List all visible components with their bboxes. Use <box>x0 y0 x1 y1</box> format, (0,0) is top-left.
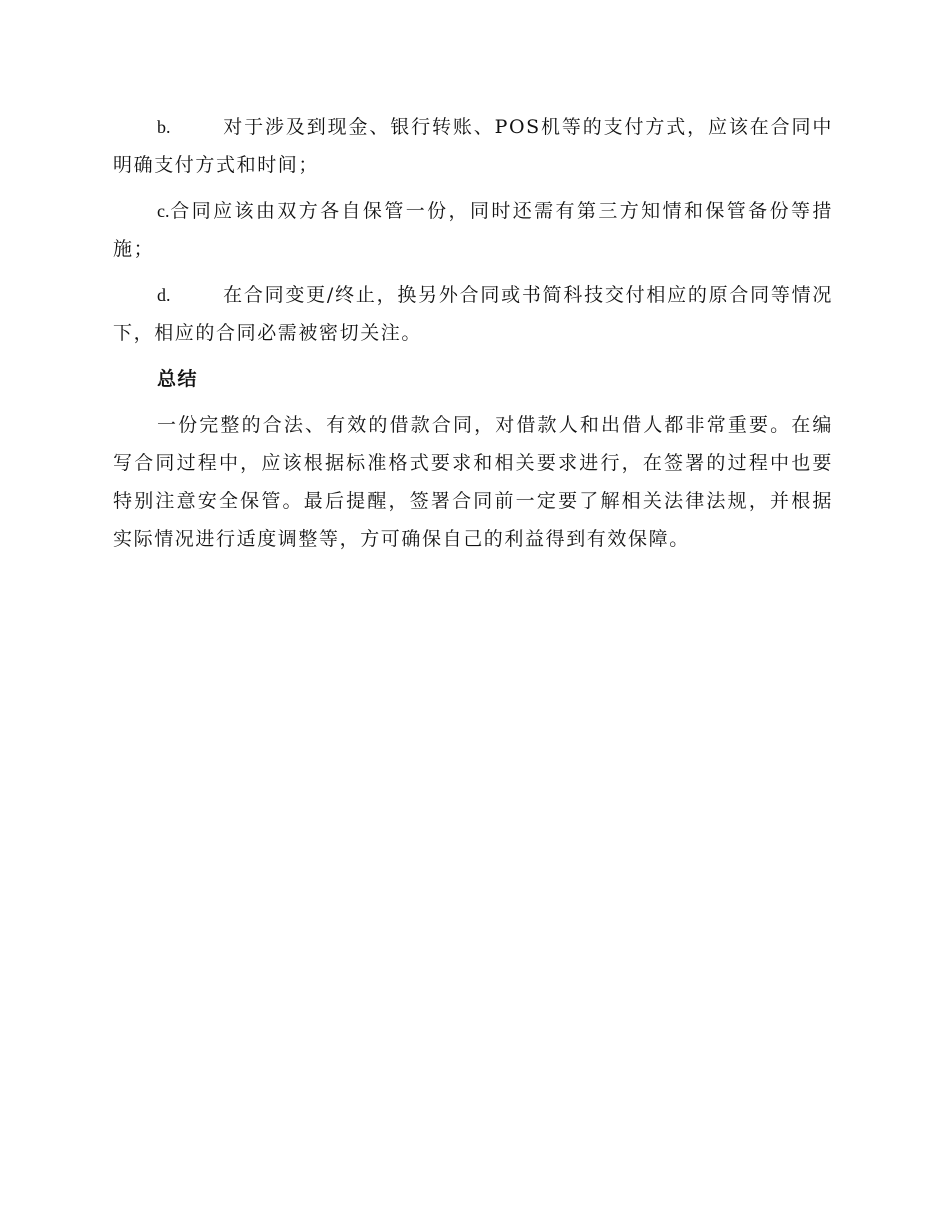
list-marker: b. <box>157 117 171 137</box>
list-item-d <box>113 276 833 352</box>
list-item-text: 对于涉及到现金、银行转账、POS机等的支付方式，应该在合同中明确支付方式和时间； <box>113 116 833 176</box>
list-item-c <box>113 192 833 268</box>
document-body <box>113 108 833 558</box>
list-item-text: 合同应该由双方各自保管一份，同时还需有第三方知情和保管备份等措施； <box>113 200 833 260</box>
list-marker: d. <box>157 285 171 305</box>
list-marker: c. <box>157 201 170 221</box>
list-item-b <box>113 108 833 184</box>
section-heading: 总结 <box>157 368 199 390</box>
list-item-text: 在合同变更/终止，换另外合同或书简科技交付相应的原合同等情况下，相应的合同必需被密切关注。 <box>113 284 833 344</box>
summary-paragraph: 一份完整的合法、有效的借款合同，对借款人和出借人都非常重要。在编写合同过程中，应该根据标准格式要求和相关要求进行，在签署的过程中也要特别注意安全保管。最后提醒，签署合同前一定要了解相关法律法规，并根据实际情况进行适度调整等，方可确保自己的利益得到有效保障。 <box>113 414 833 550</box>
